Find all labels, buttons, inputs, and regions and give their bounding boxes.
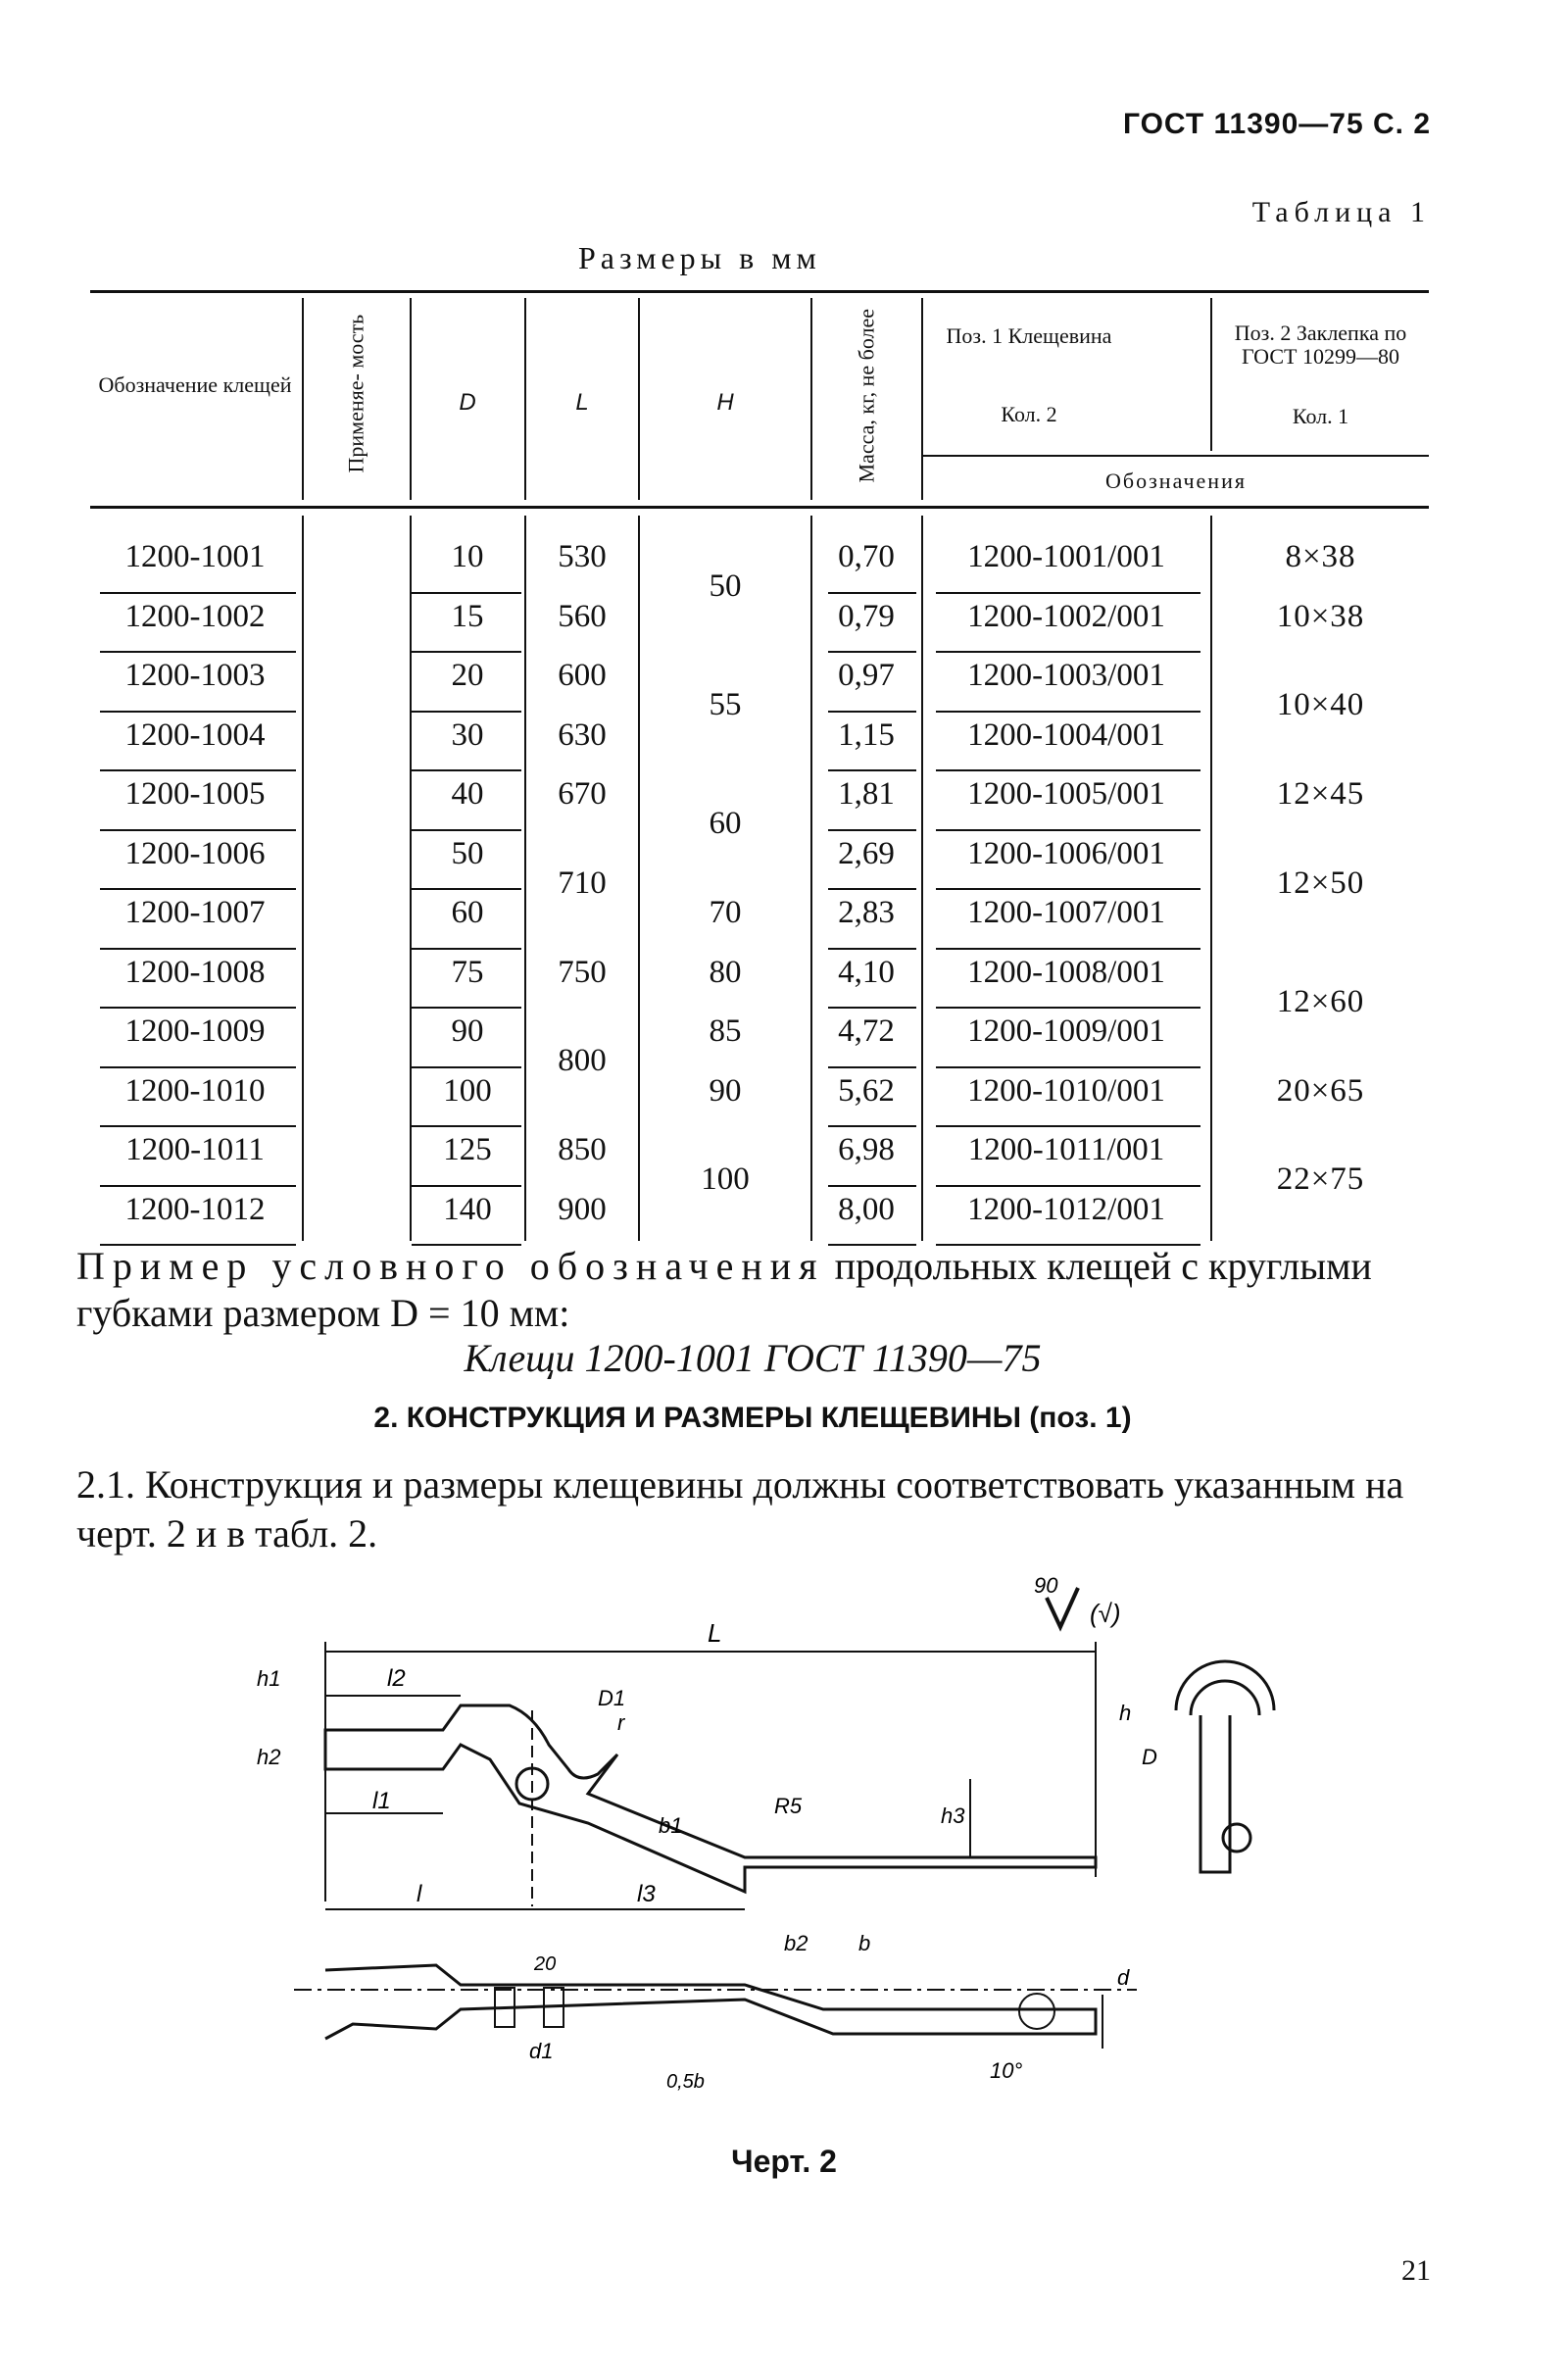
header-applicability: Применяе- мость [343,314,368,473]
dim-label-l1: l1 [372,1788,391,1814]
table-cell-d: 100 [443,1072,492,1109]
table-cell-h: 70 [709,895,742,930]
table-cell-code: 1200-1010 [124,1072,266,1109]
header-l: L [575,389,589,416]
roughness-paren: (√) [1090,1599,1121,1628]
table-cell-code: 1200-1005 [124,776,266,812]
table-cell-d: 140 [443,1191,492,1227]
table-cell-code: 1200-1001 [124,539,266,574]
table-cell-d: 75 [451,954,484,990]
dim-label-20: 20 [534,1953,557,1975]
header-mass: Масса, кг, не более [854,308,879,483]
table-cell-mass: 4,10 [838,954,895,990]
dim-label-h2: h2 [257,1745,281,1769]
table-cell-l: 900 [558,1191,607,1227]
table-cell-part: 1200-1005/001 [967,776,1165,812]
dim-label-l: l [416,1881,422,1907]
dim-label-h3: h3 [941,1803,965,1828]
table-cell-code: 1200-1008 [124,954,266,990]
table-cell-rivet: 8×38 [1285,539,1356,574]
dim-label-d: d [1117,1965,1130,1990]
dim-label-0-5b: 0,5b [666,2071,705,2093]
table-cell-d: 60 [451,895,484,930]
table-cell-h: 80 [709,954,742,990]
table-cell-l: 560 [558,598,607,634]
dim-label-l3: l3 [637,1881,656,1907]
table-cell-l: 750 [558,954,607,990]
table-cell-rivet: 12×45 [1276,776,1365,812]
table-cell-l: 630 [558,716,607,753]
header-pos2-qty: Кол. 1 [1292,404,1349,428]
table-cell-part: 1200-1003/001 [967,658,1165,693]
section-title: 2. КОНСТРУКЦИЯ И РАЗМЕРЫ КЛЕЩЕВИНЫ (поз. 1) [373,1402,1132,1434]
table-cell-mass: 2,83 [838,895,895,930]
dim-label-h1: h1 [257,1666,281,1691]
units-label: Размеры в мм [578,240,821,275]
dim-label-h: h [1119,1701,1132,1725]
gost-header: ГОСТ 11390—75 С. 2 [1122,108,1431,140]
dim-label-b2: b2 [784,1931,808,1955]
table-cell-mass: 6,98 [838,1132,895,1167]
dim-label-L: L [708,1618,722,1648]
table-cell-l: 670 [558,776,607,812]
dim-label-D1: D1 [598,1686,626,1710]
table-cell-h: 85 [709,1013,742,1049]
dim-label-l2: l2 [387,1665,406,1692]
table-cell-l-merged: 800 [558,1043,607,1079]
header-designations: Обозначения [1105,469,1247,493]
dim-label-b1: b1 [659,1813,683,1838]
example-rest: продольных клещей с круглыми губками размером D = 10 мм: [76,1244,1372,1335]
table-cell-h: 60 [709,806,742,842]
table-cell-code: 1200-1009 [124,1013,266,1049]
table-cell-rivet: 12×60 [1276,983,1365,1019]
table-cell-part: 1200-1004/001 [967,716,1165,753]
table-cell-l: 530 [558,539,607,574]
table-cell-part: 1200-1002/001 [967,598,1165,634]
table-cell-mass: 8,00 [838,1191,895,1227]
table-cell-code: 1200-1006 [124,835,266,871]
page-number: 21 [1401,2254,1431,2287]
table-cell-mass: 0,70 [838,539,895,574]
table-cell-d: 50 [451,835,484,871]
example-text [76,1243,1429,1337]
table-cell-mass: 0,79 [838,598,895,634]
table-cell-part: 1200-1007/001 [967,895,1165,930]
table-cell-d: 15 [451,598,484,634]
drawing-caption: Черт. 2 [731,2144,837,2179]
dim-label-D: D [1142,1745,1157,1769]
table-cell-l: 600 [558,658,607,693]
header-h: H [716,389,734,416]
header-pos1: Поз. 1 Клещевина [946,323,1112,348]
table-cell-part: 1200-1009/001 [967,1013,1165,1049]
table-cell-code: 1200-1012 [124,1191,266,1227]
table-cell-code: 1200-1011 [125,1132,265,1167]
dim-label-10deg: 10° [990,2058,1023,2083]
technical-drawing [0,1558,1568,2137]
table-cell-mass: 5,62 [838,1072,895,1109]
table-cell-mass: 2,69 [838,835,895,871]
example-lead: Пример условного обозначения [76,1244,825,1288]
table-cell-part: 1200-1001/001 [967,539,1165,574]
header-pos2: Поз. 2 Заклепка по ГОСТ 10299—80 [1234,321,1407,369]
table-cell-code: 1200-1007 [124,895,266,930]
table-cell-rivet: 22×75 [1276,1161,1365,1198]
table-label: Таблица 1 [1251,196,1431,228]
clause-text: 2.1. Конструкция и размеры клещевины должны соответствовать указанным на черт. 2 и в табл. 2. [76,1462,1404,1556]
table-cell-mass: 1,81 [838,776,895,812]
table-cell-part: 1200-1010/001 [967,1072,1165,1109]
header-designation: Обозначение клещей [98,372,292,397]
table-cell-h: 55 [709,687,742,723]
table-cell-l-merged: 710 [558,864,607,901]
table-cell-d: 40 [451,776,484,812]
table-cell-d: 30 [451,716,484,753]
dim-label-d1: d1 [529,2039,554,2063]
table-cell-rivet: 12×50 [1276,864,1365,901]
table-cell-d: 10 [451,539,484,574]
table-cell-part: 1200-1012/001 [967,1191,1165,1227]
dim-label-b: b [858,1931,871,1955]
dim-label-R5: R5 [774,1794,803,1818]
table-cell-h: 100 [701,1161,750,1198]
table-cell-rivet: 10×38 [1276,598,1365,634]
table-cell-mass: 4,72 [838,1013,895,1049]
table-cell-part: 1200-1011/001 [967,1132,1165,1167]
subheader-rule [921,455,1429,457]
table-cell-d: 20 [451,658,484,693]
table-cell-h: 90 [709,1072,742,1109]
table-cell-code: 1200-1004 [124,716,266,753]
roughness-value: 90 [1034,1573,1058,1598]
header-pos1-qty: Кол. 2 [1001,402,1057,426]
example-code: Клещи 1200-1001 ГОСТ 11390—75 [464,1336,1042,1380]
table-top-rule [90,290,1429,293]
table-cell-rivet: 20×65 [1276,1072,1365,1109]
table-cell-d: 90 [451,1013,484,1049]
table-cell-d: 125 [443,1132,492,1167]
table-cell-mass: 0,97 [838,658,895,693]
dim-label-r: r [617,1710,625,1735]
header-d: D [459,389,476,416]
table-header-rule [90,506,1429,509]
table-cell-code: 1200-1003 [124,658,266,693]
table-cell-l: 850 [558,1132,607,1167]
table-cell-part: 1200-1008/001 [967,954,1165,990]
table-cell-part: 1200-1006/001 [967,835,1165,871]
table-cell-rivet: 10×40 [1276,687,1365,723]
table-cell-h: 50 [709,568,742,605]
table-cell-mass: 1,15 [838,716,895,753]
table-cell-code: 1200-1002 [124,598,266,634]
